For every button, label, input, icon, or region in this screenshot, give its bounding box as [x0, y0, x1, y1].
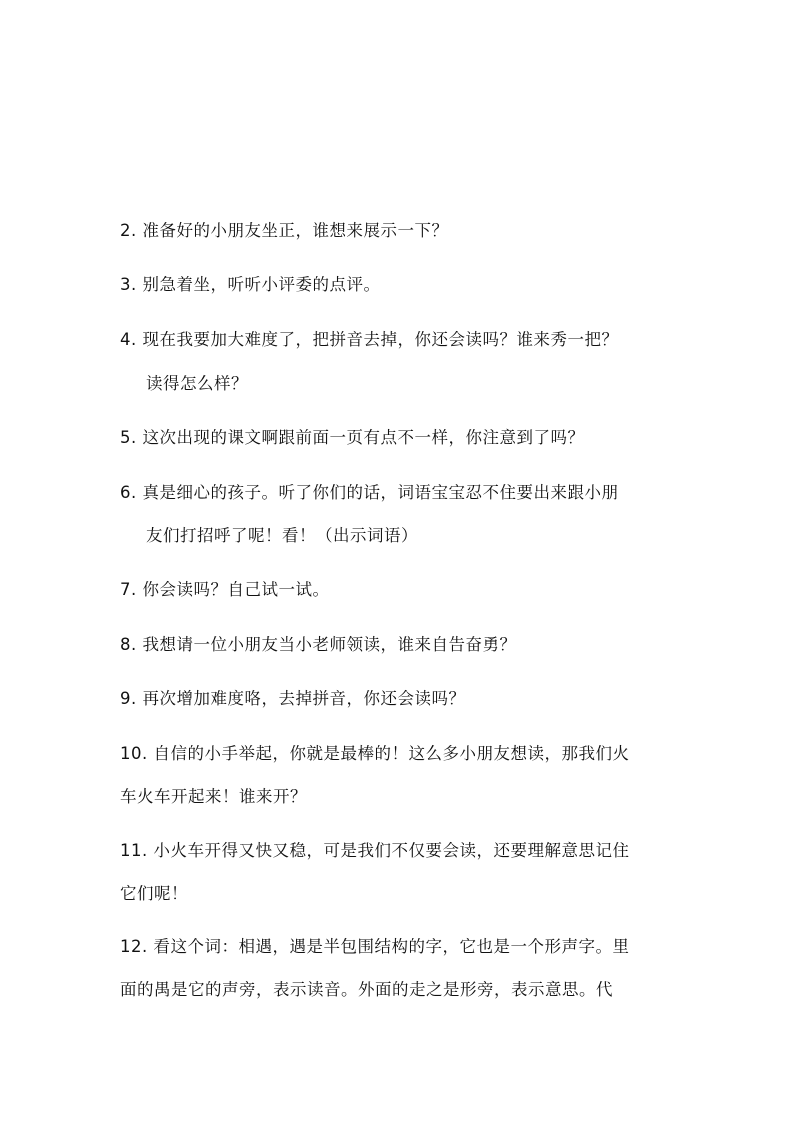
item-text: 这次出现的课文啊跟前面一页有点不一样，你注意到了吗？ — [142, 428, 585, 447]
item-text: 你会读吗？自己试一试。 — [142, 580, 330, 599]
item-number: 5. — [120, 428, 137, 447]
item-text: 小火车开得又快又稳，可是我们不仅要会读，还要理解意思记住 — [153, 841, 630, 860]
item-text: 别急着坐，听听小评委的点评。 — [142, 275, 381, 294]
item-text: 我想请一位小朋友当小老师领读，谁来自告奋勇？ — [142, 635, 517, 654]
item-text-continuation: 面的禺是它的声旁，表示读音。外面的走之是形旁，表示意思。代 — [120, 980, 613, 999]
item-text: 再次增加难度咯，去掉拼音，你还会读吗？ — [142, 689, 466, 708]
item-text-continuation: 它们呢！ — [120, 884, 188, 903]
item-number: 2. — [120, 221, 137, 240]
item-text: 真是细心的孩子。听了你们的话，词语宝宝忍不住要出来跟小朋 — [142, 483, 619, 502]
item-text-continuation: 车火车开起来！谁来开？ — [120, 787, 307, 806]
item-text-continuation: 友们打招呼了呢！看！（出示词语） — [146, 526, 418, 545]
item-text: 看这个词：相遇，遇是半包围结构的字，它也是一个形声字。里 — [153, 937, 630, 956]
item-number: 12. — [120, 937, 148, 956]
item-text: 自信的小手举起，你就是最棒的！这么多小朋友想读，那我们火 — [153, 744, 630, 763]
item-text: 现在我要加大难度了，把拼音去掉，你还会读吗？谁来秀一把？ — [142, 330, 619, 349]
item-number: 9. — [120, 689, 137, 708]
item-number: 3. — [120, 275, 137, 294]
item-number: 10. — [120, 744, 148, 763]
item-text: 准备好的小朋友坐正，谁想来展示一下？ — [142, 221, 449, 240]
item-number: 11. — [120, 841, 148, 860]
item-number: 7. — [120, 580, 137, 599]
item-number: 8. — [120, 635, 137, 654]
item-text-continuation: 读得怎么样？ — [146, 374, 248, 393]
item-number: 4. — [120, 330, 137, 349]
item-number: 6. — [120, 483, 137, 502]
